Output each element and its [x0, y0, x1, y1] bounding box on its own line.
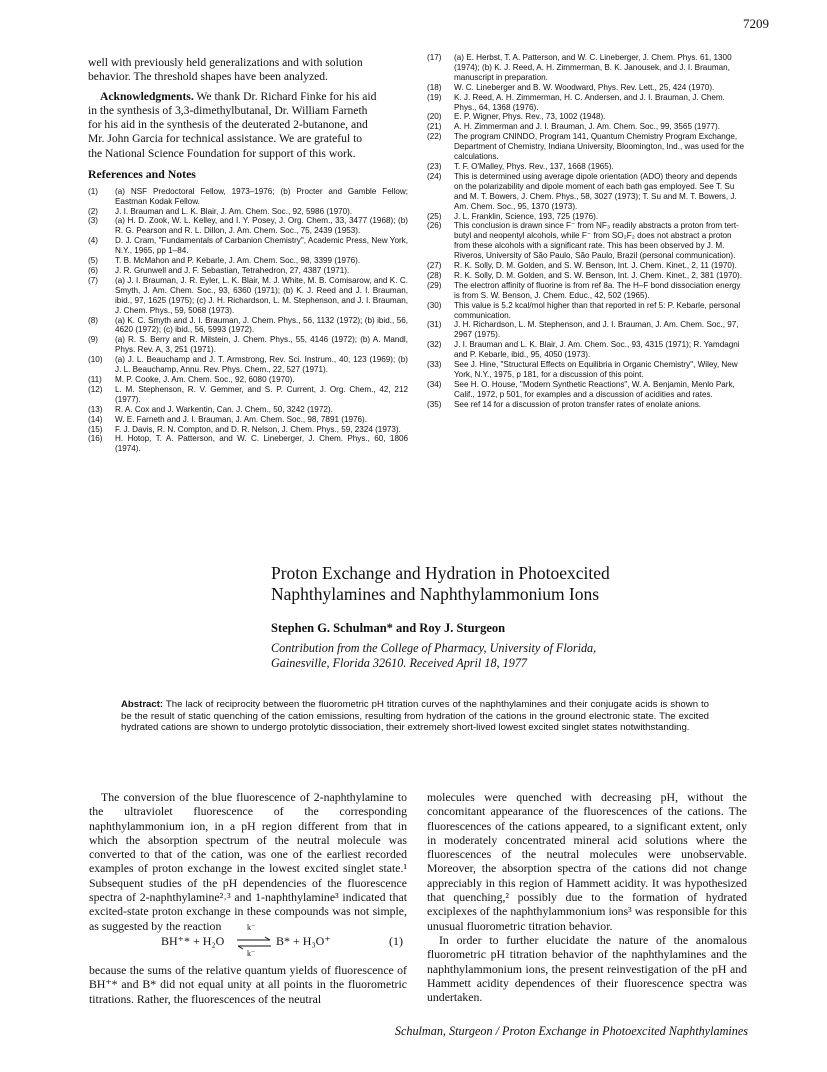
page-number: 7209: [743, 16, 769, 31]
reference-number: (15): [88, 424, 103, 434]
reference-item: [88, 256, 408, 266]
reference-item: [427, 53, 747, 83]
reference-text: (a) R. S. Berry and R. Milstein, J. Chem. Phys., 55, 4146 (1972); (b) A. Mandl, Phys. Rev. A, 3, 251 (1971).: [115, 335, 408, 355]
reference-item: [427, 281, 747, 301]
title-line: Proton Exchange and Hydration in Photoexcited: [271, 563, 610, 583]
reference-number: (28): [427, 270, 442, 280]
reference-number: (31): [427, 320, 442, 330]
affiliation-line: Gainesville, Florida 32610. Received April 18, 1977: [271, 656, 528, 670]
reference-text: See J. Hine, "Structural Effects on Equilibria in Organic Chemistry", Wiley, New York, N.Y., 1975, p 181, for a discussion of this point.: [454, 360, 738, 379]
reference-item: [88, 207, 408, 217]
reference-item: [427, 132, 747, 162]
body-paragraph: molecules were quenched with decreasing pH, without the concomitant appearance of the fluorescences of the cations. The fluorescences of the cations appeared, to a significant extent, only in moderately concentrated mineral acid solutions where the fluorescences of the neutral molecules were unobservable. Moreover, the absorption spectra of the cations did not change appreciably in this region of Hammett acidity. It was hypothesized that quenching,² possibly due to the formation of hydrated exciplexes of the naphthylammonium ions³ was responsible for this unusual fluorometric titration behavior.: [427, 790, 747, 933]
reference-number: (10): [88, 355, 103, 365]
reference-text: See ref 14 for a discussion of proton transfer rates of enolate anions.: [454, 399, 702, 409]
reference-number: (32): [427, 340, 442, 350]
reference-number: (21): [427, 122, 442, 132]
reference-text: J. H. Richardson, L. M. Stephenson, and J. I. Brauman, J. Am. Chem. Soc., 97, 2967 (1975).: [454, 320, 739, 340]
body-left-column-continued: [89, 963, 407, 1006]
reference-number: (33): [427, 360, 442, 370]
reference-text: The electron affinity of fluorine is from ref 8a. The H–F bond dissociation energy is from S. W. Benson, J. Chem. Educ., 42, 502 (1965).: [454, 280, 741, 300]
reference-number: (13): [88, 404, 103, 414]
reference-item: [427, 320, 747, 340]
reference-text: J. I. Brauman and L. K. Blair, J. Am. Chem. Soc., 93, 4315 (1971); R. Yamdagni and P. Kebarle, ibid., 95, 4050 (1973).: [454, 340, 740, 360]
reference-item: [427, 83, 747, 93]
rate-constant-forward: k⁻: [247, 923, 256, 932]
article-title: [271, 563, 610, 605]
intro-line: behavior. The threshold shapes have been analyzed.: [88, 70, 328, 84]
right-top-column: [427, 53, 747, 410]
reference-number: (12): [88, 384, 103, 394]
title-line: Naphthylamines and Naphthylammonium Ions: [271, 584, 600, 604]
reference-item: [88, 434, 408, 454]
abstract-label: Abstract:: [121, 699, 164, 710]
reference-item: [427, 301, 747, 321]
reference-text: (a) K. C. Smyth and J. I. Brauman, J. Chem. Phys., 56, 1132 (1972); (b) ibid., 56, 4620 (1972); (c) ibid., 56, 5993 (1972).: [115, 315, 408, 335]
reference-number: (20): [427, 112, 442, 122]
reference-text: R. K. Solly, D. M. Golden, and S. W. Benson, Int. J. Chem. Kinet., 2, 11 (1970).: [454, 261, 737, 271]
reference-item: [88, 385, 408, 405]
reference-item: [88, 316, 408, 336]
reference-text: K. J. Reed, A. H. Zimmerman, H. C. Andersen, and J. I. Brauman, J. Chem. Phys., 64, 1368 (1976).: [454, 92, 725, 112]
reference-text: T. B. McMahon and P. Kebarle, J. Am. Chem. Soc., 98, 3399 (1976).: [115, 256, 361, 266]
reference-item: [88, 405, 408, 415]
ack-line: the National Science Foundation for support of this work.: [88, 146, 356, 160]
affiliation-line: Contribution from the College of Pharmacy, University of Florida,: [271, 641, 597, 655]
reference-item: [427, 122, 747, 132]
equation-1: [89, 923, 419, 958]
body-paragraph: The conversion of the blue fluorescence of 2-naphthylamine to the ultraviolet fluorescence of the corresponding naphthylammonium ion, in a pH region different from that in which the absorption spectrum of the neutral molecule was converted to that of the cation, was one of the earliest recorded examples of proton exchange in the lowest excited singlet state.¹ Subsequent studies of the pH dependencies of the fluorescence spectra of 2-naphthylamine²˒³ and 1-naphthylamine³ indicated that excited-state proton exchange in these compounds was not simple, as suggested by the reaction: [89, 790, 407, 933]
reference-number: (29): [427, 280, 442, 290]
running-footer: Schulman, Sturgeon / Proton Exchange in Photoexcited Naphthylamines: [394, 1024, 748, 1038]
reference-item: [88, 415, 408, 425]
body-left-column: [89, 790, 407, 933]
reference-number: (14): [88, 414, 103, 424]
reference-number: (3): [88, 216, 98, 226]
reference-text: (a) NSF Predoctoral Fellow, 1973–1976; (b) Procter and Gamble Fellow; Eastman Kodak Fellow.: [115, 186, 408, 206]
reference-number: (6): [88, 266, 98, 275]
reference-number: (27): [427, 261, 442, 271]
reference-number: (23): [427, 161, 442, 171]
reference-number: (9): [88, 335, 98, 345]
reference-item: [427, 172, 747, 212]
reference-text: T. F. O'Malley, Phys. Rev., 137, 1668 (1965).: [454, 161, 614, 171]
reference-item: [88, 355, 408, 375]
reference-text: See H. O. House, "Modern Synthetic Reactions", W. A. Benjamin, Menlo Park, Calif., 1972, p 501, for examples and a discussion of acidities and rates.: [454, 379, 735, 399]
ack-line: Mr. John Garcia for technical assistance. We are grateful to: [88, 132, 363, 146]
reference-text: D. J. Cram, "Fundamentals of Carbanion Chemistry", Academic Press, New York, N.Y., 1965, pp 1–84.: [115, 236, 408, 256]
reference-number: (16): [88, 434, 103, 444]
reference-item: [427, 112, 747, 122]
reference-item: [88, 335, 408, 355]
equilibrium-arrows-icon: [236, 936, 272, 950]
reference-number: (22): [427, 132, 442, 142]
reference-number: (26): [427, 221, 442, 231]
ack-line: in the synthesis of 3,3-dimethylbutanal, Dr. William Farneth: [88, 104, 368, 118]
reference-item: [427, 93, 747, 113]
reference-text: W. C. Lineberger and B. W. Woodward, Phys. Rev. Lett., 25, 424 (1970).: [454, 82, 715, 92]
reference-number: (30): [427, 300, 442, 310]
reference-number: (19): [427, 92, 442, 102]
affiliation: [271, 641, 596, 671]
reference-item: [427, 162, 747, 172]
reference-text: L. M. Stephenson, R. V. Gemmer, and S. P. Current, J. Org. Chem., 42, 212 (1977).: [115, 384, 408, 404]
abstract-text: The lack of reciprocity between the fluorometric pH titration curves of the naphthylamines and their conjugate acids is shown to be the result of static quenching of the cation emissions, resulting from hydration of the cations in the ground electronic state. The excited hydrated cations are shown to undergo protolytic dissociation, their extremely short-lived lowest excited singlet states notwithstanding.: [121, 699, 709, 734]
reference-number: (11): [88, 374, 102, 384]
reference-item: [427, 261, 747, 271]
reference-text: (a) J. L. Beauchamp and J. T. Armstrong, Rev. Sci. Instrum., 40, 123 (1969); (b) J. L. Beauchamp, Annu. Rev. Phys. Chem., 22, 527 (1971).: [115, 355, 408, 375]
body-paragraph: because the sums of the relative quantum yields of fluorescence of BH⁺* and B* did not equal unity at all points in the fluorometric titrations. Rather, the fluorescences of the neutral: [89, 963, 407, 1006]
reference-number: (35): [427, 399, 442, 409]
reference-text: This conclusion is drawn since F⁻ from NF₃ readily abstracts a proton from tert-butyl and neopentyl alcohols, while F⁻ from SO₂F₂ does not abstract a proton from these alcohols with a significant rate. This has been observed by J. M. Riveros, University of São Paulo, São Paulo, Brazil (personal communication).: [454, 221, 739, 261]
authors: Stephen G. Schulman* and Roy J. Sturgeon: [271, 621, 506, 635]
body-paragraph: In order to further elucidate the nature of the anomalous fluorometric pH titration behavior of the naphthylamines and the naphthylammonium ions, the present reinvestigation of the pH and Hammett acidity dependences of their fluorescence spectra was undertaken.: [427, 932, 747, 1005]
reference-item: [427, 271, 747, 281]
reference-text: W. E. Farneth and J. I. Brauman, J. Am. Chem. Soc., 98, 7891 (1976).: [115, 414, 367, 424]
ack-line: for his aid in the synthesis of the deuterated 2-butanone, and: [88, 118, 368, 132]
reference-text: (a) E. Herbst, T. A. Patterson, and W. C. Lineberger, J. Chem. Phys. 61, 1300 (1974); (b) K. J. Reed, A. H. Zimmerman, B. K. Janousek, and J. I. Brauman, manuscript in preparation.: [454, 53, 732, 82]
reference-text: This is determined using average dipole orientation (ADO) theory and depends on the polarizability and dipole moment of each bath gas employed. See T. Su and M. T. Bowers, J. Chem. Phys., 58, 3027 (1973); T. Su and M. T. Bowers, J. Am. Chem. Soc., 95, 1370 (1973).: [454, 171, 738, 211]
reference-item: [88, 276, 408, 316]
reference-number: (34): [427, 379, 442, 389]
reference-item: [88, 375, 408, 385]
abstract: [121, 699, 709, 734]
reference-item: [427, 340, 747, 360]
intro-line: well with previously held generalizations and with solution: [88, 56, 363, 69]
reference-item: [88, 425, 408, 435]
reference-item: [427, 360, 747, 380]
acknowledgments: [88, 90, 408, 104]
rate-constant-reverse: k⁻: [247, 949, 256, 958]
reference-item: [427, 212, 747, 222]
reference-item: [427, 380, 747, 400]
reference-text: H. Hotop, T. A. Patterson, and W. C. Lineberger, J. Chem. Phys., 60, 1806 (1974).: [115, 434, 408, 454]
reference-text: J. L. Franklin, Science, 193, 725 (1976).: [454, 211, 599, 221]
reference-number: (1): [88, 186, 98, 196]
reference-number: (8): [88, 315, 98, 325]
reference-text: E. P. Wigner, Phys. Rev., 73, 1002 (1948).: [454, 112, 606, 122]
references-list-right: [427, 53, 747, 410]
reference-text: This value is 5.2 kcal/mol higher than that reported in ref 5: P. Kebarle, personal communication.: [454, 300, 741, 320]
reference-text: M. P. Cooke, J. Am. Chem. Soc., 92, 6080 (1970).: [115, 374, 295, 384]
reference-text: (a) J. I. Brauman, J. R. Eyler, L. K. Blair, M. J. White, M. B. Comisarow, and K. C. Smyth, J. Am. Chem. Soc., 93, 6360 (1971); (b) K. J. Reed and J. I. Brauman, ibid., 97, 1625 (1975); (c) J. H. Richardson, L. M. Stephenson, and J. I. Brauman, J. Chem. Phys., 59, 5068 (1973).: [115, 275, 408, 315]
equation-lhs: BH⁺* + H₂O: [161, 934, 225, 948]
reference-item: [88, 187, 408, 207]
reference-number: (7): [88, 275, 98, 285]
reference-item: [427, 221, 747, 261]
reference-item: [88, 216, 408, 236]
reference-number: (17): [427, 53, 442, 62]
reference-text: J. I. Brauman and L. K. Blair, J. Am. Chem. Soc., 92, 5986 (1970).: [115, 206, 353, 216]
reference-text: (a) H. D. Zook, W. L. Kelley, and I. Y. Posey, J. Org. Chem., 33, 3477 (1968); (b) R. G. Pearson and R. L. Dillon, J. Am. Chem. Soc., 75, 2439 (1953).: [115, 216, 408, 236]
body-right-column: [427, 790, 747, 1004]
reference-text: The program CNINDO, Program 141, Quantum Chemistry Program Exchange, Department of Chemistry, Indiana University, Bloomington, Ind., was used for the calculations.: [454, 132, 745, 162]
reference-number: (2): [88, 206, 98, 216]
reference-number: (24): [427, 171, 442, 181]
reference-number: (4): [88, 236, 98, 246]
ack-heading: Acknowledgments.: [100, 90, 194, 104]
ack-line: We thank Dr. Richard Finke for his aid: [193, 90, 377, 104]
reference-number: (25): [427, 211, 442, 221]
references-list-left: [88, 187, 408, 454]
reference-item: [88, 266, 408, 276]
reference-item: [427, 400, 747, 410]
equation-rhs: B* + H₃O⁺: [276, 934, 331, 948]
reference-text: F. J. Davis, R. N. Compton, and D. R. Nelson, J. Chem. Phys., 59, 2324 (1973).: [115, 424, 401, 434]
reference-text: R. K. Solly, D. M. Golden, and S. W. Benson, Int. J. Chem. Kinet., 2, 381 (1970).: [454, 270, 742, 280]
left-top-column: [88, 56, 408, 454]
references-heading: References and Notes: [88, 166, 196, 181]
equation-number: (1): [389, 934, 403, 948]
reference-number: (18): [427, 82, 442, 92]
reference-number: (5): [88, 256, 98, 266]
reference-text: A. H. Zimmerman and J. I. Brauman, J. Am. Chem. Soc., 99, 3565 (1977).: [454, 122, 720, 132]
reference-item: [88, 236, 408, 256]
reference-text: J. R. Grunwell and J. F. Sebastian, Tetrahedron, 27, 4387 (1971).: [115, 266, 350, 275]
reference-text: R. A. Cox and J. Warkentin, Can. J. Chem., 50, 3242 (1972).: [115, 404, 333, 414]
